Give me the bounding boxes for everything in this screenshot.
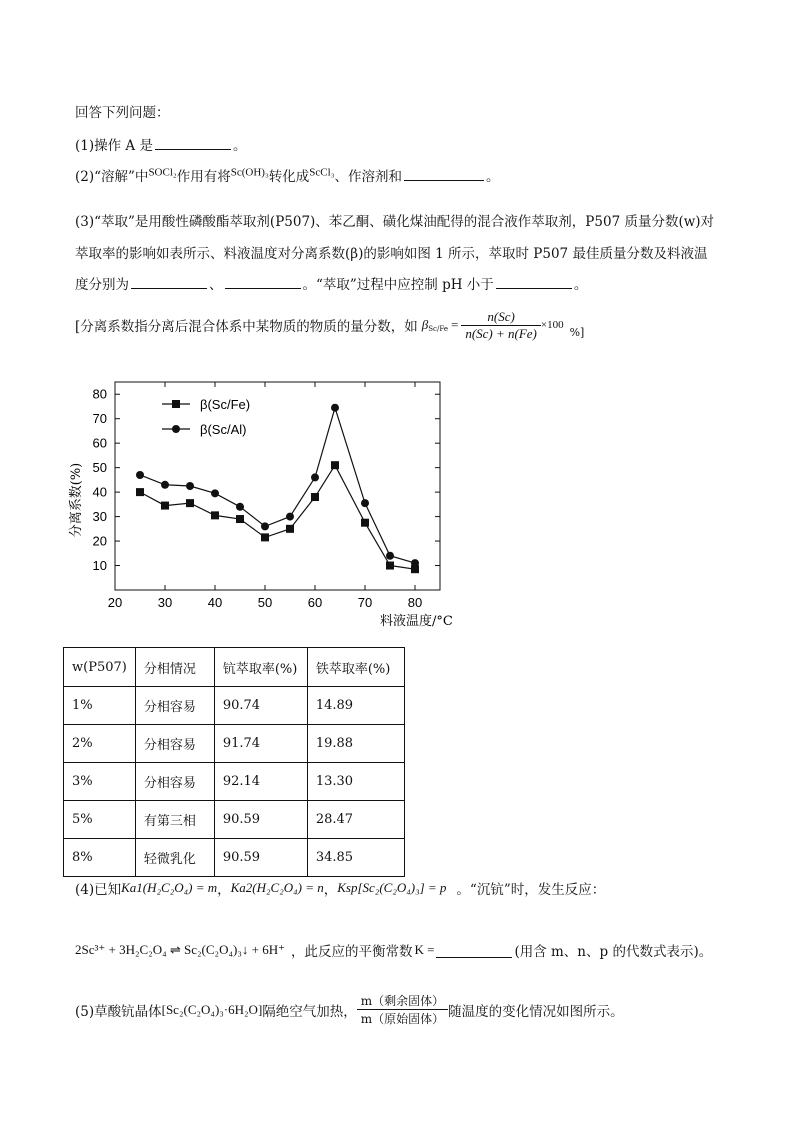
legend-marker-square [172,400,180,408]
note-suffix: %] [569,325,585,339]
x-tick-label: 80 [407,595,423,610]
q3-line3-c: 。“萃取”过程中应控制 pH 小于 [302,277,494,293]
table-cell: 8% [64,839,136,877]
note-equals: = [450,317,459,332]
data-point-square [186,499,194,507]
data-point-square [261,533,269,541]
q3-line2: 萃取率的影响如表所示、料液温度对分离系数(β)的影响如图 1 所示，萃取时 P507 最佳质量分数及料液温 [75,246,708,262]
q5-mid: 隔绝空气加热， [262,1003,357,1020]
legend-label: β(Sc/Fe) [200,397,251,412]
table-cell: 34.85 [307,839,404,877]
mass-ratio-fraction [357,992,448,1027]
data-point-square [361,519,369,527]
q3-line3-d: 。 [573,277,588,293]
x-tick-label: 40 [207,595,223,610]
q5-prefix: (5)草酸钪晶体 [75,1003,162,1020]
legend-marker-circle [172,425,180,433]
x-tick-label: 70 [357,595,373,610]
table-cell: 90.59 [214,839,307,877]
q4-answer-blank[interactable] [436,956,512,958]
q1-suffix: 。 [232,138,247,154]
y-axis-label: 分离系数(%) [69,462,84,538]
extraction-table [63,647,405,877]
y-tick-label: 10 [92,558,107,574]
q2-reagent: SOCl₂ [148,166,177,179]
intro-text: 回答下列问题： [75,105,170,121]
y-tick-label: 60 [92,435,107,451]
series-line-1 [140,408,415,563]
data-point-circle [331,404,339,412]
table-cell: 分相容易 [135,763,214,801]
data-point-circle [361,499,369,507]
table-cell: 分相容易 [135,687,214,725]
question-2 [75,165,500,185]
ka2-formula: Ka2(H₂C₂O₄) = n [230,880,324,895]
q3-line3-b: 、 [209,277,223,293]
table-row [64,839,405,877]
table-header-cell: 分相情况 [135,648,214,687]
q3-note-prefix: [分离系数指分离后混合体系中某物质的物质的量分数，如 [75,319,418,335]
x-tick-label: 60 [307,595,323,610]
q3-blank-3[interactable] [496,287,572,289]
separation-coefficient-chart [60,370,460,630]
x-tick-label: 50 [257,595,273,610]
table-cell: 19.88 [307,725,404,763]
table-row [64,725,405,763]
beta-subscript: Sc/Fe [428,325,448,333]
note-times: ×100 [540,319,564,331]
q2-mid2: 转化成 [268,169,310,185]
data-point-square [386,562,394,570]
q2-mid1: 作用有将 [176,169,231,185]
q3-line3 [75,273,587,293]
chart-legend [162,397,250,437]
question-1 [75,134,246,154]
q4-prefix: (4)已知 [75,882,122,898]
y-tick-label: 30 [92,509,107,525]
table-cell: 有第三相 [135,801,214,839]
x-axis-label: 料液温度/°C [380,614,453,629]
ksp-formula: Ksp[Sc₂(C₂O₄)₃] = p [337,880,447,895]
table-header-cell: w(P507) [64,648,136,687]
data-point-square [161,502,169,510]
q4-sep2: ， [323,882,338,898]
separation-fraction [461,309,541,342]
q3-blank-2[interactable] [225,287,301,289]
q4-eq-suffix: (用含 m、n、p 的代数式表示)。 [514,944,713,960]
q2-mid3: 、作溶剂和 [334,169,403,185]
q2-to-formula: ScCl₃ [309,166,335,179]
y-tick-label: 20 [92,533,107,549]
question-4 [75,878,605,898]
table-cell: 5% [64,801,136,839]
data-point-circle [411,559,419,567]
y-tick-label: 40 [92,484,107,500]
q4-eq-text: ，此反应的平衡常数 [290,944,413,960]
reaction-equation: 2Sc³⁺ + 3H₂C₂O₄ ⇌ Sc₂(C₂O₄)₃↓ + 6H⁺ [75,942,285,957]
beta-symbol: β [421,317,429,332]
data-point-square [311,493,319,501]
table-row [64,687,405,725]
y-tick-label: 70 [92,411,107,427]
data-point-circle [286,513,294,521]
legend-label: β(Sc/Al) [200,422,247,437]
data-point-square [236,515,244,523]
q4-suffix: 。“沉钪”时，发生反应： [456,882,606,898]
table-row [64,801,405,839]
data-point-square [211,511,219,519]
table-cell: 28.47 [307,801,404,839]
ka1-formula: Ka1(H₂C₂O₄) = m [121,880,218,895]
series-line-0 [140,465,415,569]
q3-line1: (3)“萃取”是用酸性磷酸酯萃取剂(P507)、苯乙酮、磺化煤油配得的混合液作萃取剂，P507 质量分数(w)对 [75,214,715,230]
mass-ratio-numerator: m（剩余固体） [357,992,448,1010]
q2-prefix: (2)“溶解”中 [75,169,149,185]
data-point-circle [261,522,269,530]
q2-from-formula: Sc(OH)₃ [230,166,269,179]
fraction-denominator: n(Sc) + n(Fe) [465,325,537,341]
q4-equation-line [75,940,712,960]
y-tick-label: 50 [92,460,107,476]
k-label: K = [414,942,435,957]
q4-sep1: ， [217,882,231,898]
fraction-numerator: n(Sc) [461,309,541,326]
q3-note [75,306,584,344]
table-cell: 1% [64,687,136,725]
chart-axes [93,382,440,610]
q2-suffix: 。 [486,169,500,185]
q3-blank-1[interactable] [131,287,207,289]
q3-line3-a: 度分别为 [75,277,129,293]
table-header-row [64,648,405,687]
table-header-cell: 铁萃取率(%) [307,648,404,687]
data-point-square [331,461,339,469]
table-cell: 92.14 [214,763,307,801]
mass-ratio-denominator: m（原始固体） [360,1012,445,1026]
table-cell: 13.30 [307,763,404,801]
data-point-circle [386,552,394,560]
q1-answer-blank[interactable] [155,148,231,150]
table-cell: 14.89 [307,687,404,725]
x-tick-label: 20 [107,595,123,610]
y-tick-label: 80 [92,386,107,402]
table-cell: 轻微乳化 [135,839,214,877]
data-point-circle [161,481,169,489]
table-cell: 91.74 [214,725,307,763]
data-point-square [136,488,144,496]
data-point-circle [236,503,244,511]
table-row [64,763,405,801]
data-point-square [286,525,294,533]
data-point-circle [136,471,144,479]
q2-answer-blank[interactable] [404,179,484,181]
q1-prefix: (1)操作 A 是 [75,138,153,154]
scandium-oxalate-formula: [Sc₂(C₂O₄)₃·6H₂O] [161,1001,263,1017]
x-tick-label: 30 [157,595,173,610]
table-cell: 90.74 [214,687,307,725]
table-cell: 分相容易 [135,725,214,763]
table-cell: 3% [64,763,136,801]
q5-suffix: 随温度的变化情况如图所示。 [448,1003,624,1020]
question-5 [75,992,624,1027]
data-point-circle [186,482,194,490]
data-point-circle [211,489,219,497]
table-cell: 2% [64,725,136,763]
table-cell: 90.59 [214,801,307,839]
data-point-circle [311,473,319,481]
table-header-cell: 钪萃取率(%) [214,648,307,687]
